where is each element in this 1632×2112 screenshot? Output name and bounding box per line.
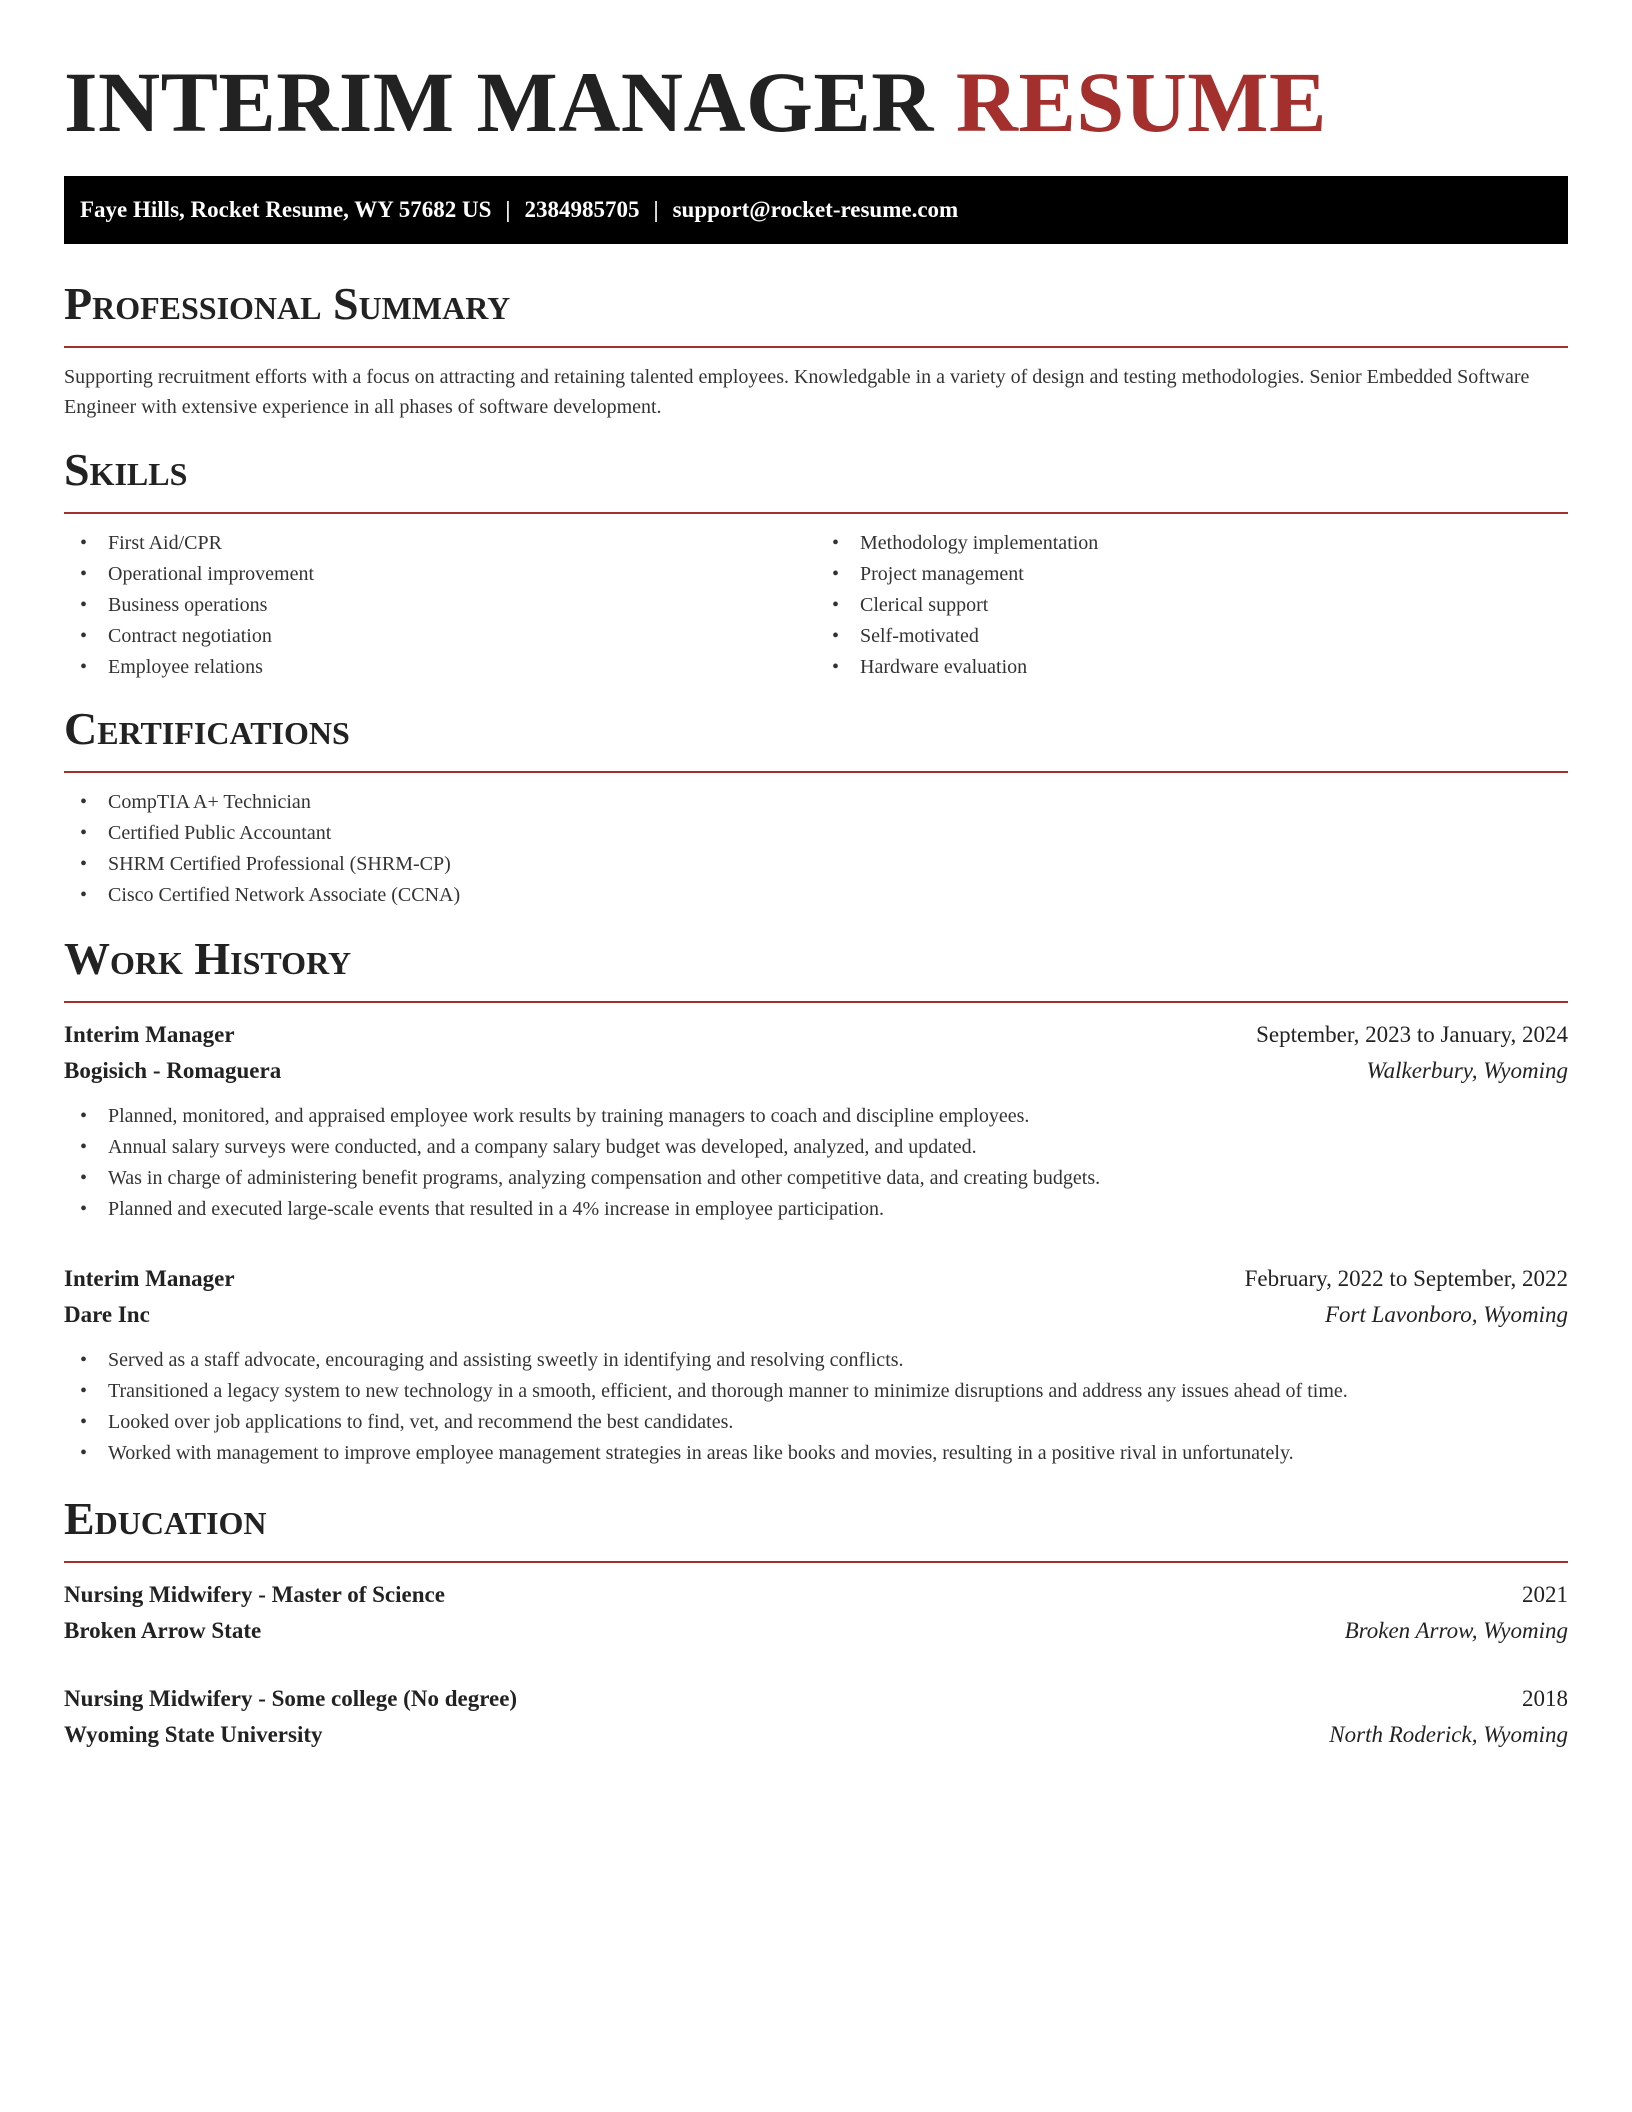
- job-bullet: • Looked over job applications to find, vet, and recommend the best candidates.: [64, 1407, 1568, 1438]
- contact-separator: |: [653, 197, 659, 222]
- skills-section: [64, 444, 1568, 683]
- certifications-heading: Certifications: [64, 703, 350, 754]
- section-divider: [64, 1561, 1568, 1563]
- education-entry: [64, 1577, 1568, 1649]
- skills-right-column: [816, 514, 1568, 683]
- certifications-list: [64, 787, 1568, 911]
- skill-item: • Methodology implementation: [816, 528, 1568, 559]
- education-school-row: [64, 1717, 1568, 1753]
- education-entry: [64, 1681, 1568, 1753]
- education-year: 2021: [1522, 1582, 1568, 1607]
- job-company: Bogisich - Romaguera: [64, 1058, 282, 1083]
- job-bullet: • Served as a staff advocate, encouraging and assisting sweetly in identifying and resolving conflicts.: [64, 1345, 1568, 1376]
- job-bullet: • Annual salary surveys were conducted, and a company salary budget was developed, analyzed, and updated.: [64, 1132, 1568, 1163]
- summary-section: [64, 278, 1568, 422]
- contact-phone: 2384985705: [524, 197, 640, 222]
- job-bullet: • Worked with management to improve employee management strategies in areas like books and movies, resulting in a positive rival in unfortunately.: [64, 1438, 1568, 1469]
- certification-item: • CompTIA A+ Technician: [64, 787, 1568, 818]
- job-bullet: • Planned and executed large-scale events that resulted in a 4% increase in employee participation.: [64, 1194, 1568, 1225]
- section-divider: [64, 771, 1568, 773]
- skill-item: • First Aid/CPR: [64, 528, 816, 559]
- skills-list-left: [64, 528, 816, 683]
- contact-separator: |: [505, 197, 511, 222]
- job-title: Interim Manager: [64, 1266, 235, 1291]
- job-title-row: [64, 1017, 1568, 1053]
- certification-item: • Cisco Certified Network Associate (CCNA): [64, 880, 1568, 911]
- summary-heading: Professional Summary: [64, 278, 511, 329]
- skill-item: • Self-motivated: [816, 621, 1568, 652]
- work-history-section: [64, 933, 1568, 1469]
- education-year: 2018: [1522, 1686, 1568, 1711]
- job-entry: [64, 1261, 1568, 1469]
- work-history-heading: Work History: [64, 933, 352, 984]
- job-title-row: [64, 1261, 1568, 1297]
- skill-item: • Employee relations: [64, 652, 816, 683]
- job-bullets: [64, 1101, 1568, 1225]
- contact-address: Faye Hills, Rocket Resume, WY 57682 US: [80, 197, 492, 222]
- education-location: North Roderick, Wyoming: [1329, 1722, 1568, 1747]
- contact-bar: [64, 176, 1568, 244]
- summary-text: Supporting recruitment efforts with a focus on attracting and retaining talented employees. Knowledgable in a variety of design and testing methodologies. Senior Embedded Software Engineer with extensive experience in all phases of software development.: [64, 366, 1530, 418]
- resume-title: [64, 52, 1568, 152]
- education-school: Wyoming State University: [64, 1722, 323, 1747]
- job-company-row: [64, 1053, 1568, 1089]
- job-title: Interim Manager: [64, 1022, 235, 1047]
- section-divider: [64, 346, 1568, 348]
- job-bullets: [64, 1345, 1568, 1469]
- education-degree: Nursing Midwifery - Master of Science: [64, 1582, 445, 1607]
- section-divider: [64, 1001, 1568, 1003]
- skills-columns: [64, 514, 1568, 683]
- job-bullet: • Transitioned a legacy system to new technology in a smooth, efficient, and thorough manner to minimize disruptions and address any issues ahead of time.: [64, 1376, 1568, 1407]
- education-degree: Nursing Midwifery - Some college (No degree): [64, 1686, 518, 1711]
- job-dates: February, 2022 to September, 2022: [1244, 1266, 1568, 1291]
- education-section: [64, 1493, 1568, 1753]
- contact-email: support@rocket-resume.com: [672, 197, 959, 222]
- job-company-row: [64, 1297, 1568, 1333]
- education-school: Broken Arrow State: [64, 1618, 262, 1643]
- education-degree-row: [64, 1681, 1568, 1717]
- education-degree-row: [64, 1577, 1568, 1613]
- job-location: Walkerbury, Wyoming: [1366, 1058, 1568, 1083]
- title-accent: RESUME: [955, 54, 1327, 150]
- job-dates: September, 2023 to January, 2024: [1256, 1022, 1568, 1047]
- job-company: Dare Inc: [64, 1302, 150, 1327]
- skills-heading: Skills: [64, 444, 188, 495]
- skills-list-right: [816, 528, 1568, 683]
- skill-item: • Project management: [816, 559, 1568, 590]
- education-school-row: [64, 1613, 1568, 1649]
- job-bullet: • Planned, monitored, and appraised employee work results by training managers to coach and discipline employees.: [64, 1101, 1568, 1132]
- title-main: INTERIM MANAGER: [64, 54, 934, 150]
- certification-item: • SHRM Certified Professional (SHRM-CP): [64, 849, 1568, 880]
- skills-left-column: [64, 514, 816, 683]
- skill-item: • Business operations: [64, 590, 816, 621]
- skill-item: • Clerical support: [816, 590, 1568, 621]
- skill-item: • Operational improvement: [64, 559, 816, 590]
- job-entry: [64, 1017, 1568, 1225]
- education-heading: Education: [64, 1493, 267, 1544]
- certification-item: • Certified Public Accountant: [64, 818, 1568, 849]
- skill-item: • Hardware evaluation: [816, 652, 1568, 683]
- job-bullet: • Was in charge of administering benefit programs, analyzing compensation and other competitive data, and creating budgets.: [64, 1163, 1568, 1194]
- job-location: Fort Lavonboro, Wyoming: [1325, 1302, 1568, 1327]
- skill-item: • Contract negotiation: [64, 621, 816, 652]
- certifications-section: [64, 703, 1568, 911]
- education-location: Broken Arrow, Wyoming: [1344, 1618, 1568, 1643]
